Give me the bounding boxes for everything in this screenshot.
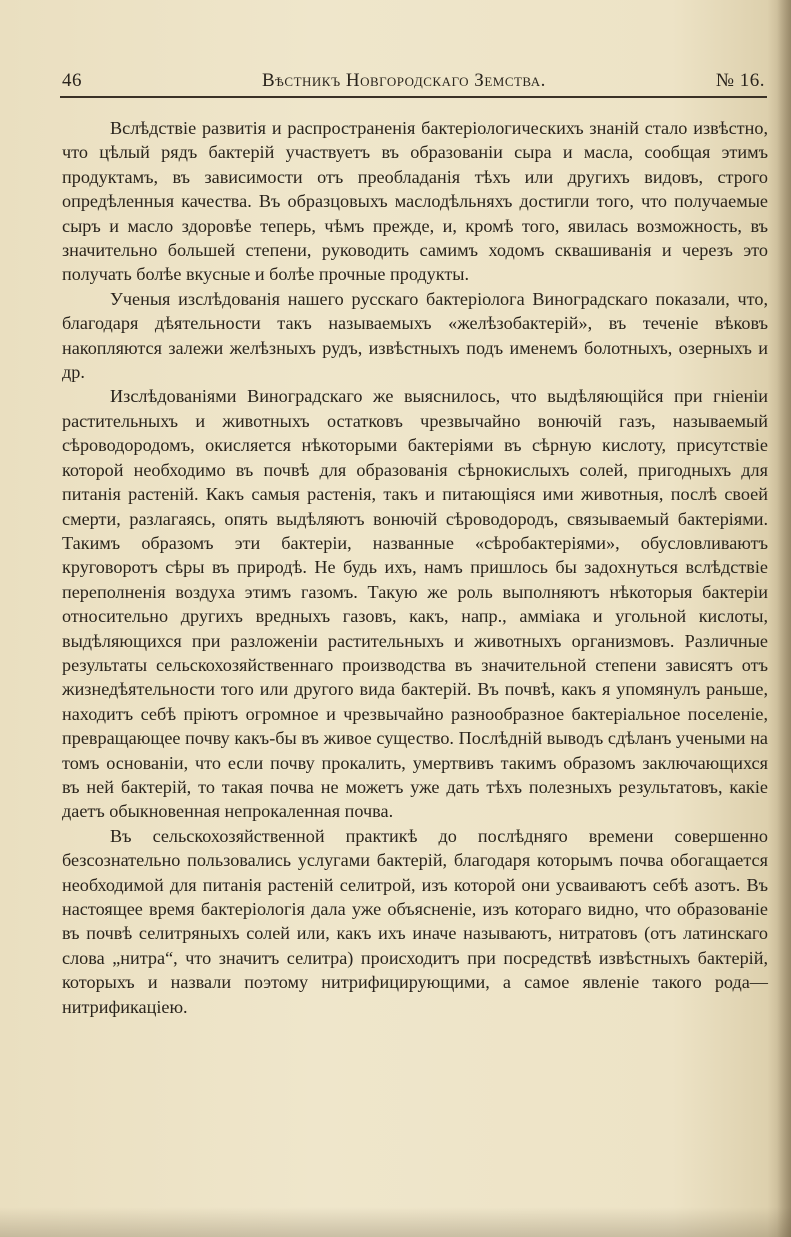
header-rule bbox=[60, 96, 767, 98]
issue-number: № 16. bbox=[715, 70, 765, 91]
paragraph: Изслѣдованіями Виноградскаго же выяснилось, что выдѣляющійся при гніеніи растительныхъ и животныхъ остатковъ чрезвычайно вонючій газъ, называемый сѣроводородомъ, окисляется нѣкоторыми бактеріями въ сѣрную кислоту, присутствіе которой необходимо въ почвѣ для образованія сѣрнокислыхъ солей, пригодныхъ для питанія растеній. Какъ самыя растенія, такъ и питающіяся ими животныя, послѣ своей смерти, разлагаясь, опять выдѣляютъ вонючій сѣроводородъ, связываемый бактеріями. Такимъ образомъ эти бактеріи, названные «сѣробактеріями», обусловливаютъ круговоротъ сѣры въ природѣ. Не будь ихъ, намъ пришлось бы задохнуться вслѣдствіе переполненія воздуха этимъ газомъ. Такую же роль выполняютъ нѣкоторыя бактеріи относительно другихъ вредныхъ газовъ, какъ, напр., амміака и угольной кислоты, выдѣляющихся при разложеніи растительныхъ и животныхъ организмовъ. Различные результаты сельскохозяйственнаго производства въ значительной степени зависятъ отъ жизнедѣятельности того или другого вида бактерій. Въ почвѣ, какъ я упомянулъ раньше, находитъ себѣ пріютъ огромное и чрезвычайно разнообразное бактеріальное поселеніе, превращающее почву какъ-бы въ живое существо. Послѣдній выводъ сдѣланъ учеными на томъ основаніи, что если почву прокалить, умертвивъ такимъ образомъ заключающихся въ ней бактерій, то такая почва не можетъ уже дать тѣхъ полезныхъ результатовъ, какіе даетъ обыкновенная непрокаленная почва. bbox=[62, 386, 768, 822]
running-header bbox=[62, 66, 765, 96]
page-number: 46 bbox=[62, 70, 82, 91]
paragraph: Ученыя изслѣдованія нашего русскаго бактеріолога Виноградскаго показали, что, благодаря дѣятельности такъ называемыхъ «желѣзобактерій», въ теченіе вѣковъ накопляются залежи желѣзныхъ рудъ, извѣстныхъ подъ именемъ болотныхъ, озерныхъ и др. bbox=[62, 288, 768, 383]
page-edge-shadow bbox=[777, 0, 791, 1237]
page-bottom-shadow bbox=[0, 1207, 791, 1237]
article-body bbox=[62, 116, 768, 1019]
paragraph: Вслѣдствіе развитія и распространенія бактеріологическихъ знаній стало извѣстно, что цѣлый рядъ бактерій участвуетъ въ образованіи сыра и масла, сообщая этимъ продуктамъ, въ зависимости отъ преобладанія тѣхъ или другихъ видовъ, строго опредѣленныя качества. Въ образцовыхъ маслодѣльняхъ достигли того, что получаемые сыръ и масло здоровѣе теперь, чѣмъ прежде, и, кромѣ того, явилась возможность, въ значительно большей степени, руководить самимъ ходомъ сквашиванія и черезъ это получать болѣе вкусные и болѣе прочные продукты. bbox=[62, 118, 768, 285]
journal-title: Вѣстникъ Новгородскаго Земства. bbox=[262, 70, 546, 91]
paragraph: Въ сельскохозяйственной практикѣ до послѣдняго времени совершенно безсознательно пользовались услугами бактерій, благодаря которымъ почва обогащается необходимой для питанія растеній селитрой, изъ которой они усваиваютъ себѣ азотъ. Въ настоящее время бактеріологія дала уже объясненіе, изъ котораго видно, что образованіе въ почвѣ селитряныхъ солей или, какъ ихъ иначе называютъ, нитратовъ (отъ латинскаго слова „нитра“, что значитъ селитра) происходитъ при посредствѣ извѣстныхъ бактерій, которыхъ и назвали поэтому нитрифицирующими, а самое явленіе такого рода—нитрификаціею. bbox=[62, 825, 768, 1017]
